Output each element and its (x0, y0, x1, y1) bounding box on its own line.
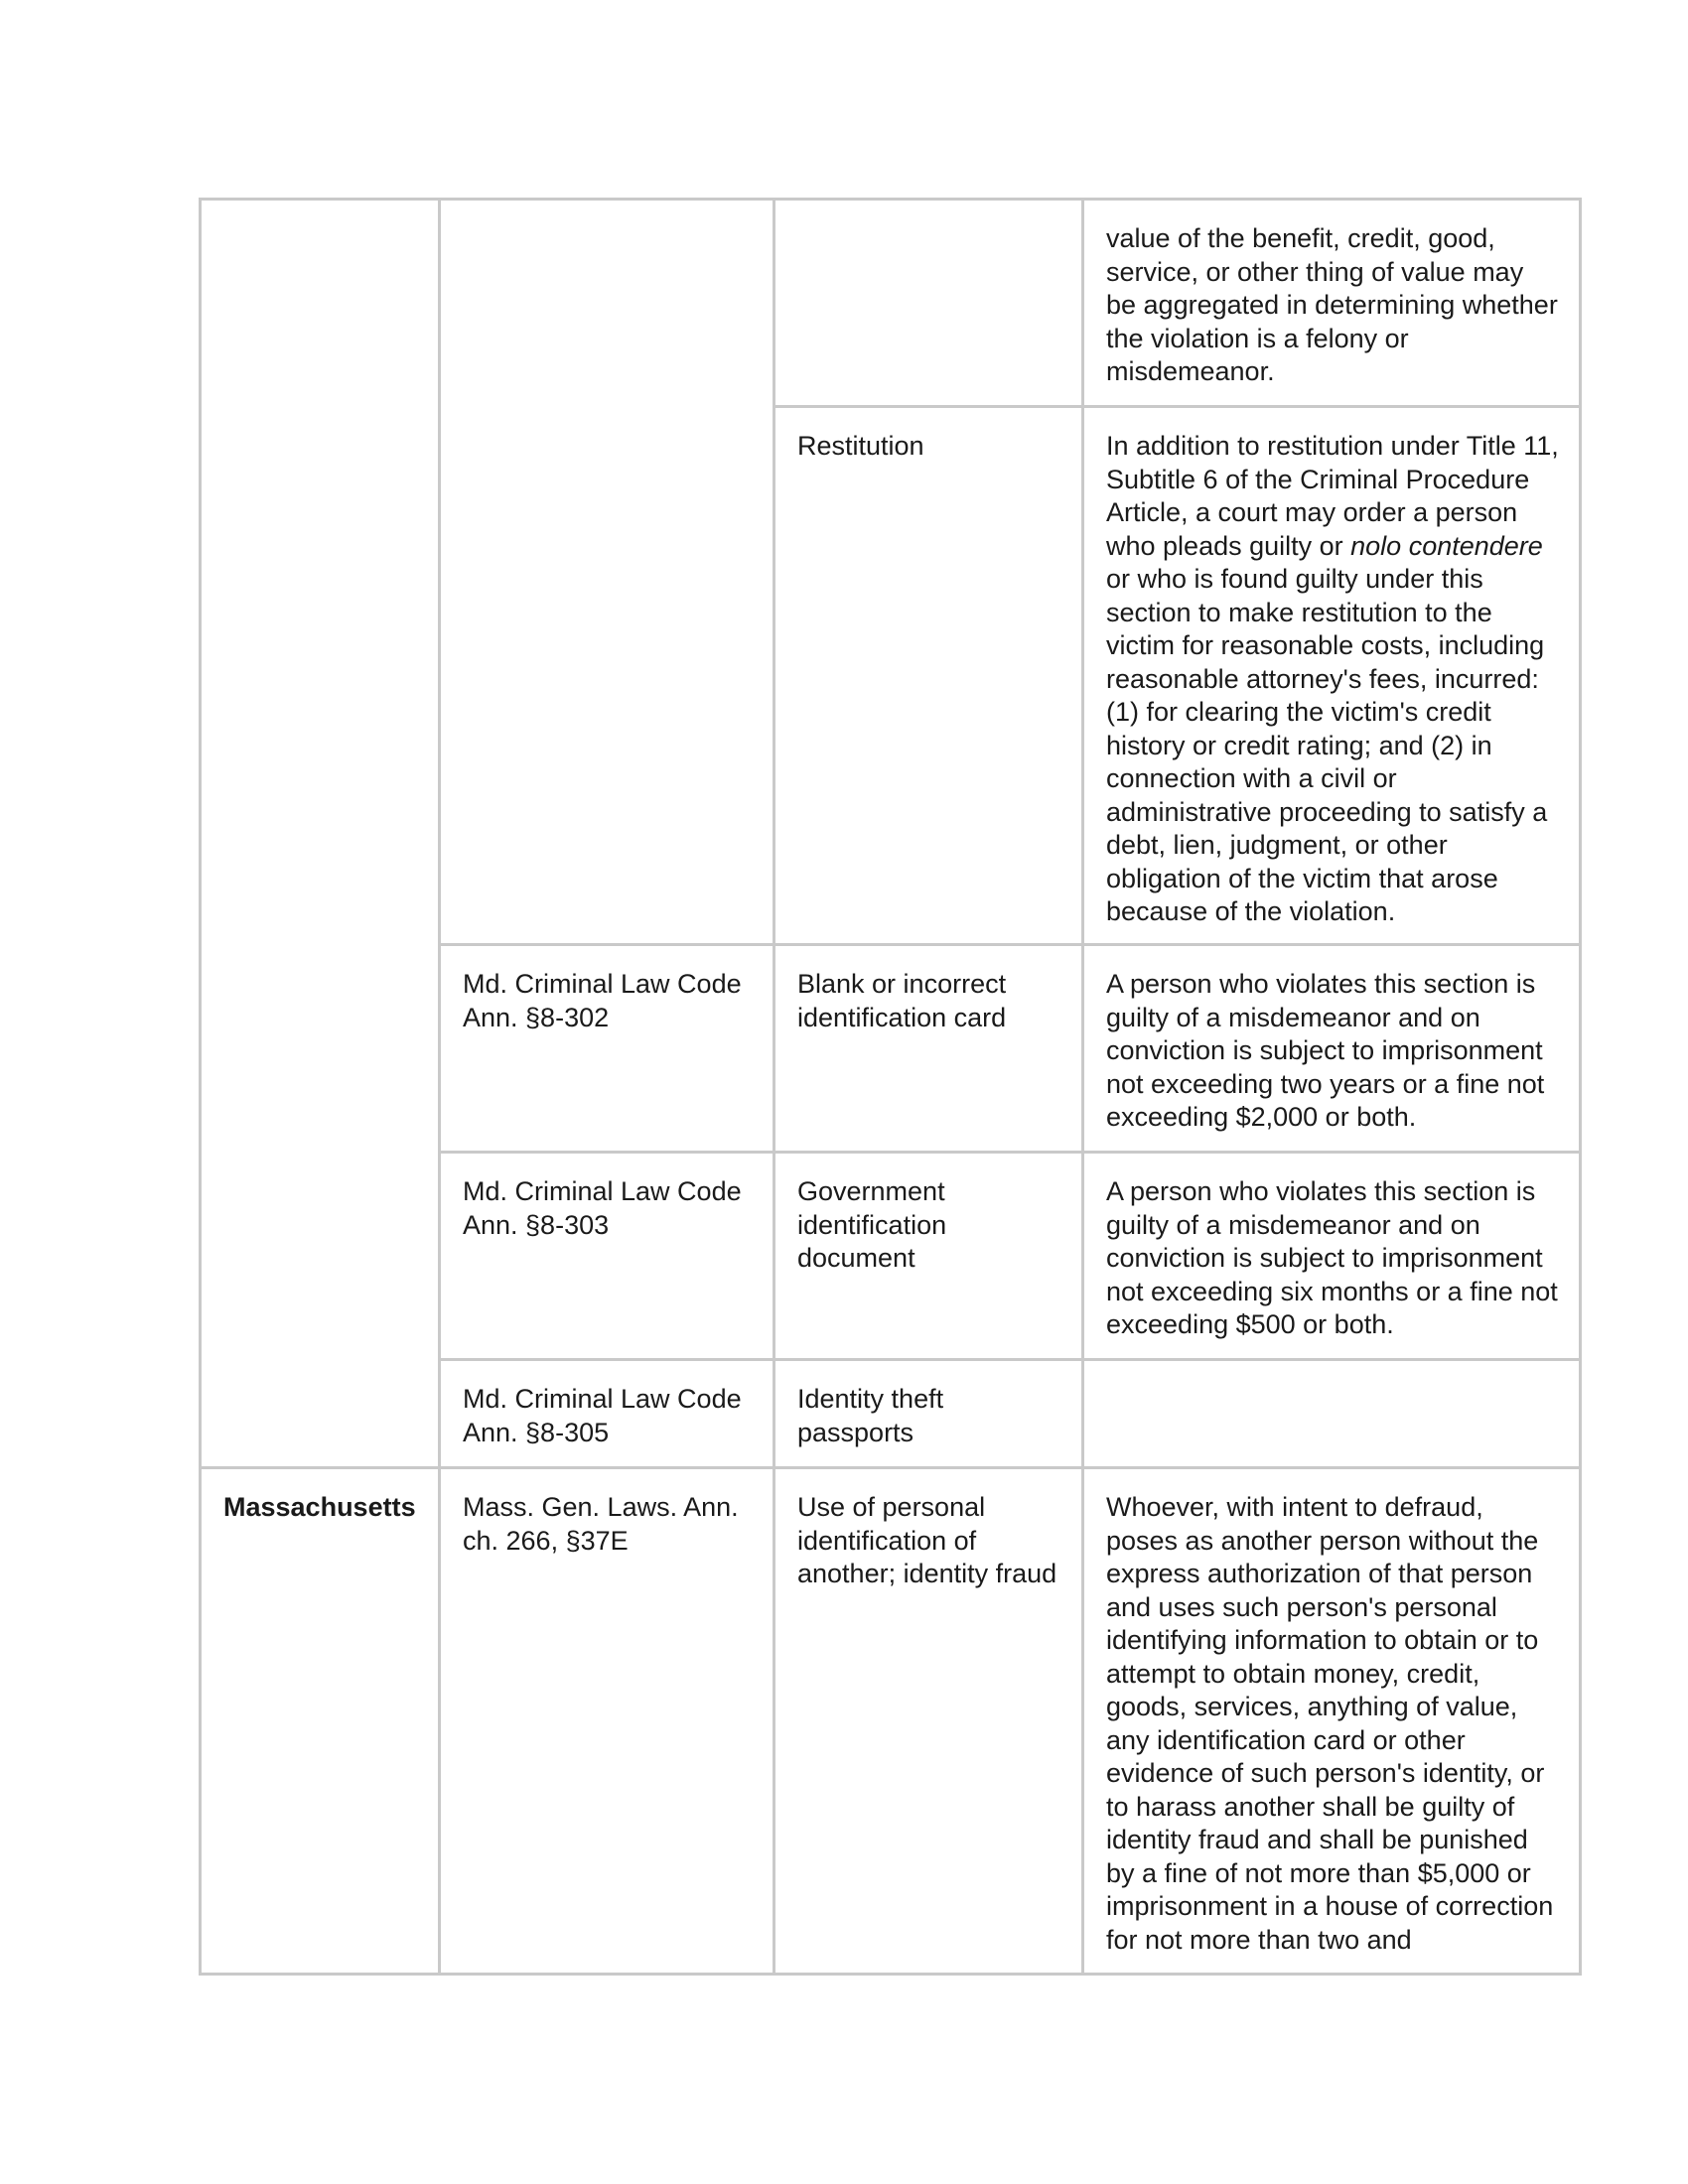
topic-text: Identity theft passports (797, 1384, 944, 1447)
topic-text: Restitution (797, 431, 924, 461)
topic-text: Government identification document (797, 1176, 947, 1273)
description-cell (1083, 407, 1581, 945)
citation-cell (440, 1468, 774, 1975)
topic-cell (774, 407, 1083, 945)
citation-cell (440, 945, 774, 1153)
table-row (201, 200, 1581, 407)
topic-cell (774, 1153, 1083, 1360)
description-text: Whoever, with intent to defraud, poses as another person without the express authorization of that person and uses such person's personal identifying information to obtain or to attempt to obtain money, credit, goods, services, anything of value, any identification card or other evidence of such person's identity, or to harass another shall be guilty of identity fraud and shall be punished by a fine of not more than $5,000 or imprisonment in a house of correction for not more than two and (1106, 1492, 1554, 1955)
description-italic-text: nolo contendere (1350, 530, 1543, 561)
state-cell (201, 200, 440, 1468)
description-text: value of the benefit, credit, good, service, or other thing of value may be aggregated in determining whether the violation is a felony or misdemeanor. (1106, 223, 1558, 386)
description-text: A person who violates this section is guilty of a misdemeanor and on conviction is subject to imprisonment not exceeding two years or a fine not exceeding $2,000 or both. (1106, 969, 1545, 1132)
citation-cell (440, 1360, 774, 1468)
table-row (201, 1468, 1581, 1975)
state-name: Massachusetts (223, 1492, 416, 1522)
citation-text: Md. Criminal Law Code Ann. §8-305 (463, 1384, 742, 1447)
citation-text: Md. Criminal Law Code Ann. §8-303 (463, 1176, 742, 1240)
citation-text: Mass. Gen. Laws. Ann. ch. 266, §37E (463, 1492, 739, 1556)
description-cell (1083, 200, 1581, 407)
description-text: A person who violates this section is guilty of a misdemeanor and on conviction is subject to imprisonment not exceeding six months or a fine not exceeding $500 or both. (1106, 1176, 1558, 1339)
topic-text: Blank or incorrect identification card (797, 969, 1007, 1032)
description-text-continued: or who is found guilty under this section to make restitution to the victim for reasonable costs, including reasonable attorney's fees, incurred: (1) for clearing the victim's credit history or credit rating; and (2) in connection with a civil or administrative proceeding to satisfy a debt, lien, judgment, or other obligation of the victim that arose because of the violation. (1106, 564, 1548, 926)
description-cell (1083, 1468, 1581, 1975)
topic-cell (774, 945, 1083, 1153)
state-cell (201, 1468, 440, 1975)
topic-cell (774, 1360, 1083, 1468)
description-cell (1083, 1153, 1581, 1360)
topic-text: Use of personal identification of another; identity fraud (797, 1492, 1057, 1588)
description-cell (1083, 1360, 1581, 1468)
citation-cell (440, 200, 774, 945)
topic-cell (774, 1468, 1083, 1975)
description-cell (1083, 945, 1581, 1153)
citation-cell (440, 1153, 774, 1360)
citation-text: Md. Criminal Law Code Ann. §8-302 (463, 969, 742, 1032)
description-text: In addition to restitution under Title 11, Subtitle 6 of the Criminal Procedure Article, a court may order a person who pleads guilty or (1106, 431, 1559, 561)
topic-cell (774, 200, 1083, 407)
statute-table (199, 198, 1582, 1976)
